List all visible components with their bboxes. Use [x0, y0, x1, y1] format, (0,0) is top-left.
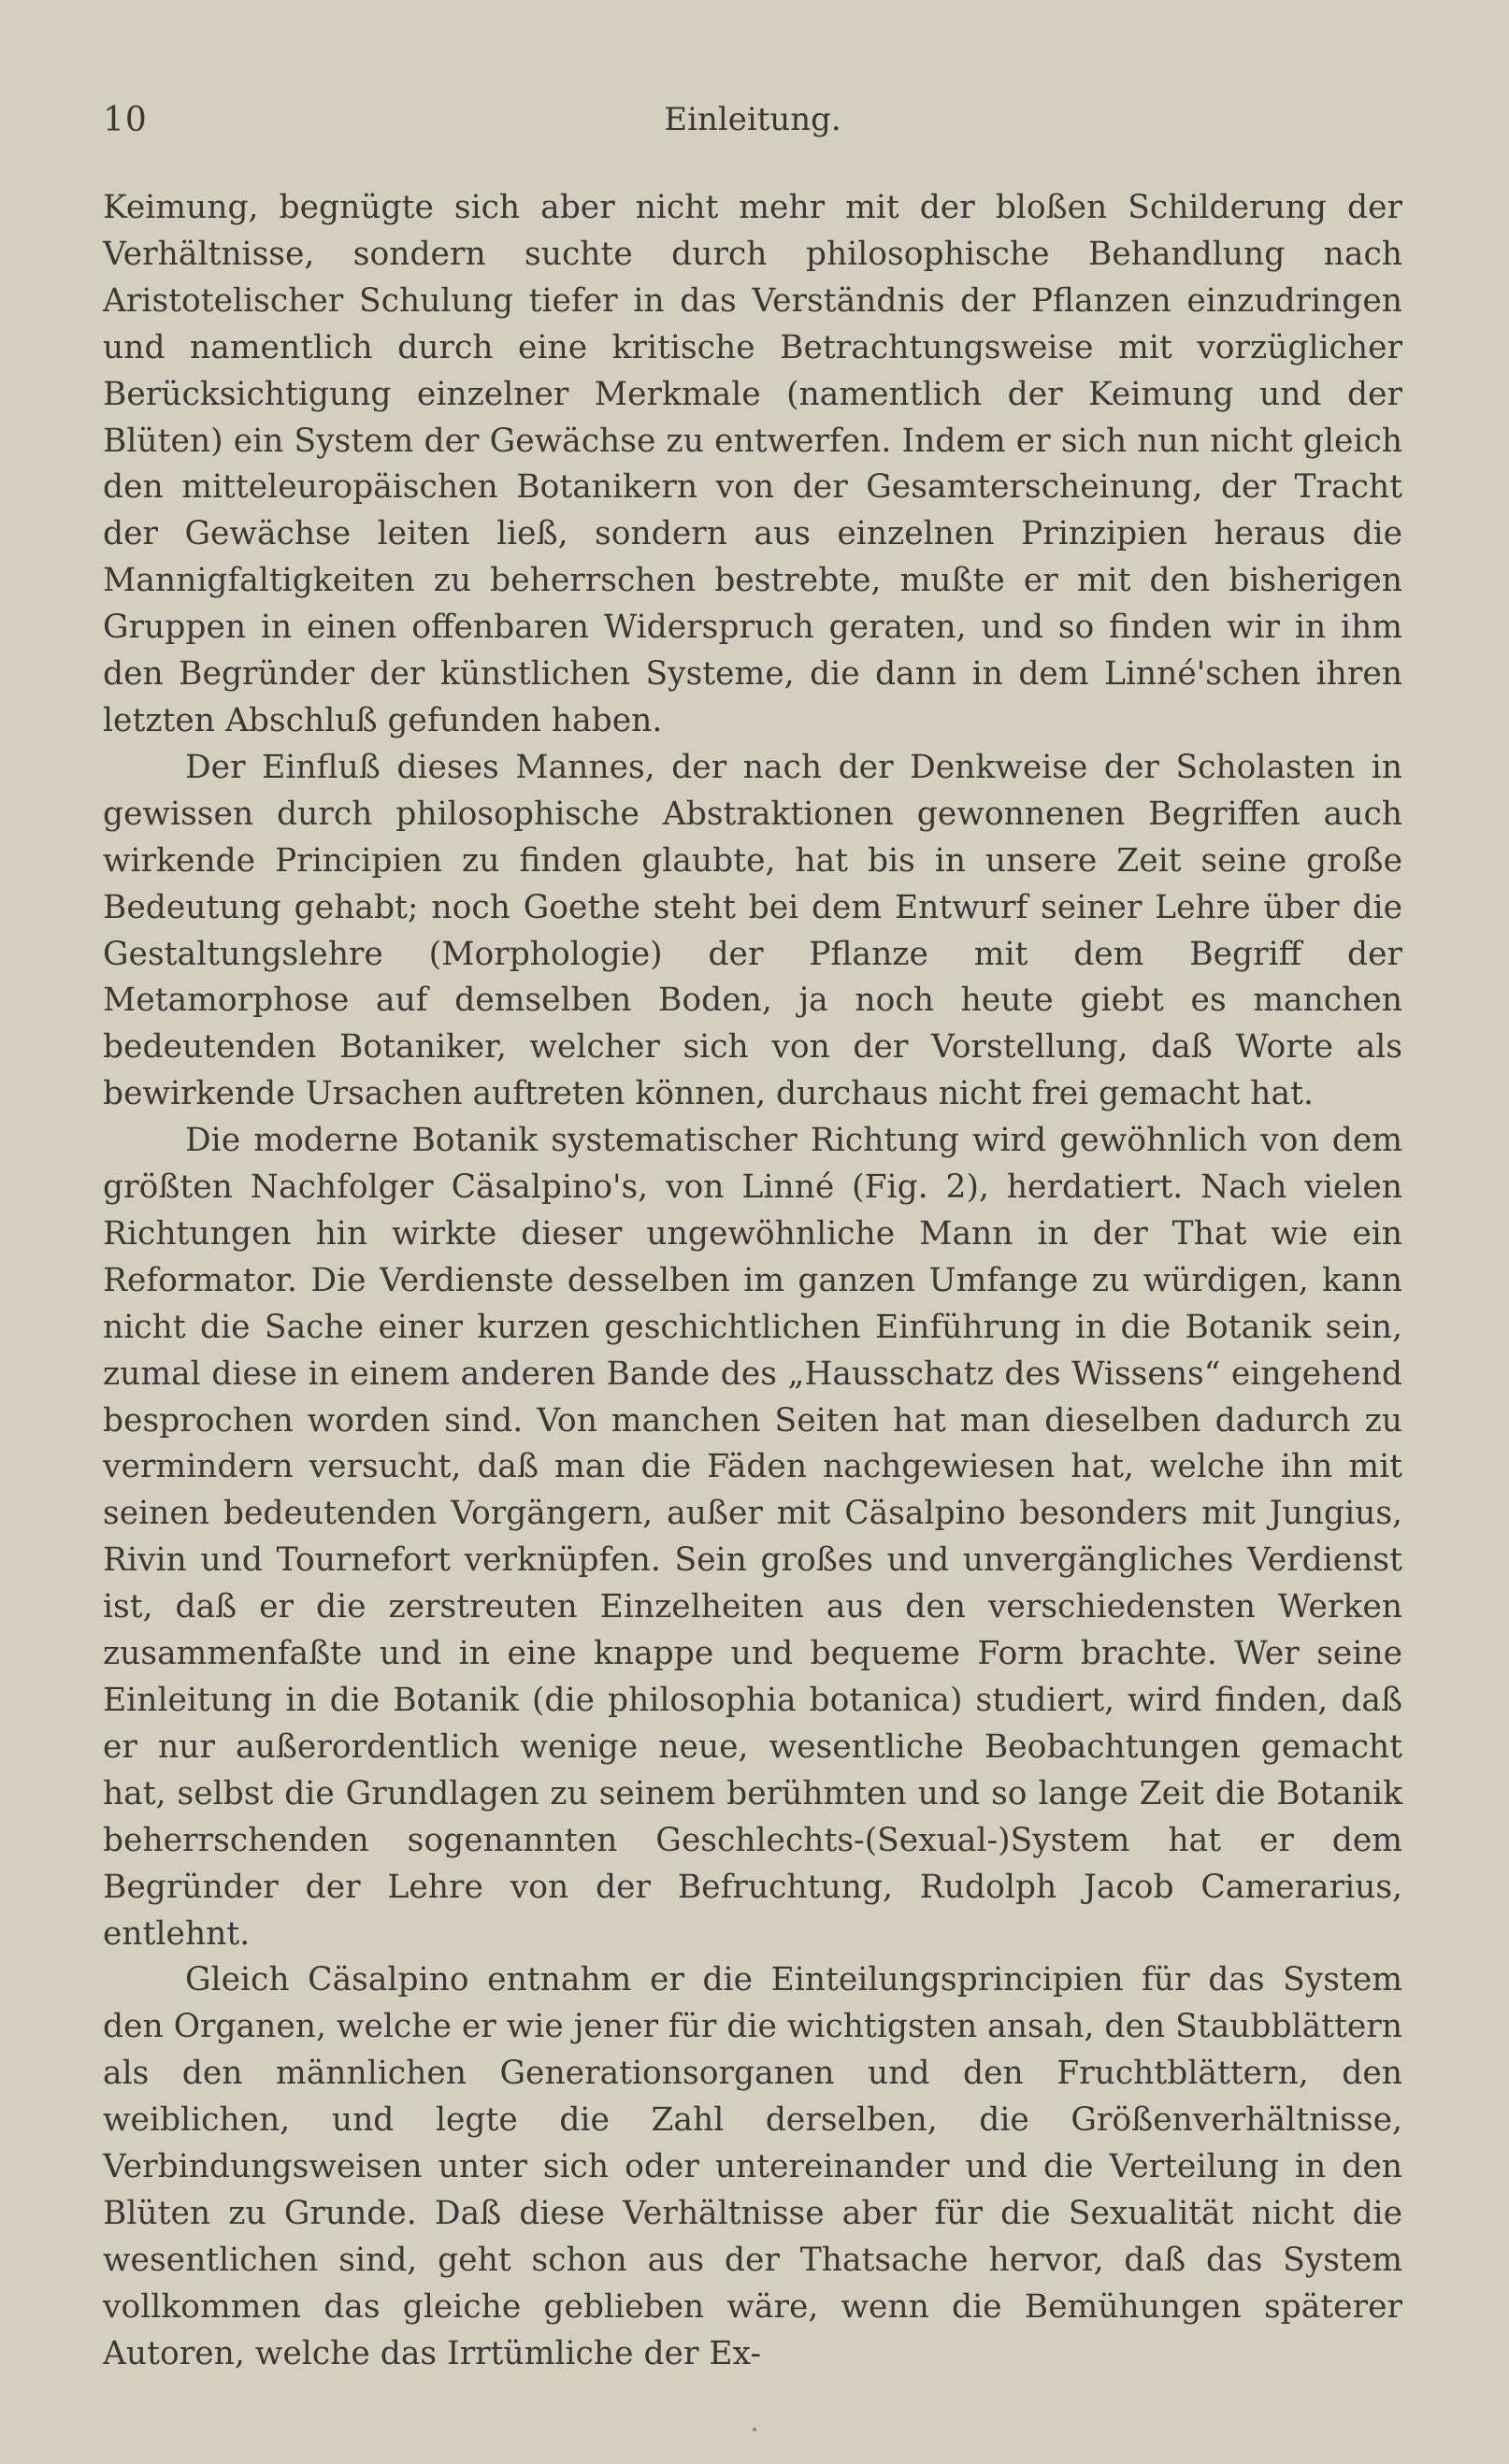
- paragraph: Der Einfluß dieses Mannes, der nach der Denkweise der Scholasten in gewissen durch philosophische Abstraktionen gewonnenen Begriffen auch wirkende Principien zu finden glaubte, hat bis in unsere Zeit seine große Bedeutung gehabt; noch Goethe steht bei dem Entwurf seiner Lehre über die Gestaltungslehre (Morphologie) der Pflanze mit dem Begriff der Metamorphose auf demselben Boden, ja noch heute giebt es manchen bedeutenden Botaniker, welcher sich von der Vorstellung, daß Worte als bewirkende Ursachen auftreten können, durchaus nicht frei gemacht hat.: [103, 748, 1402, 1113]
- running-title: Einleitung.: [664, 101, 841, 138]
- paragraph: Gleich Cäsalpino entnahm er die Einteilungsprincipien für das System den Organen, welche er wie jener für die wichtigsten ansah, den Staubblättern als den männlichen Generationsorganen und den Fruchtblättern, den weiblichen, und legte die Zahl derselben, die Größenverhältnisse, Verbindungsweisen unter sich oder untereinander und die Verteilung in den Blüten zu Grunde. Daß diese Verhältnisse aber für die Sexualität nicht die wesentlichen sind, geht schon aus der Thatsache hervor, daß das System vollkommen das gleiche geblieben wäre, wenn die Bemühungen späterer Autoren, welche das Irrtümliche der Ex-: [103, 1961, 1402, 2372]
- ink-speck: [753, 2428, 756, 2431]
- page-header: [103, 101, 1402, 148]
- body-text: [103, 185, 1402, 2378]
- paragraph: Keimung, begnügte sich aber nicht mehr mit der bloßen Schilderung der Verhältnisse, sondern suchte durch philosophische Behandlung nach Aristotelischer Schulung tiefer in das Verständnis der Pflanzen einzudringen und namentlich durch eine kritische Betrachtungsweise mit vorzüglicher Berücksichtigung einzelner Merkmale (namentlich der Keimung und der Blüten) ein System der Gewächse zu entwerfen. Indem er sich nun nicht gleich den mitteleuropäischen Botanikern von der Gesamterscheinung, der Tracht der Gewächse leiten ließ, sondern aus einzelnen Prinzipien heraus die Mannigfaltigkeiten zu beherrschen bestrebte, mußte er mit den bisherigen Gruppen in einen offenbaren Widerspruch geraten, und so finden wir in ihm den Begründer der künstlichen Systeme, die dann in dem Linné'schen ihren letzten Abschluß gefunden haben.: [103, 189, 1402, 739]
- page-number: 10: [103, 101, 148, 139]
- paragraph: Die moderne Botanik systematischer Richtung wird gewöhnlich von dem größten Nachfolger Cäsalpino's, von Linné (Fig. 2), herdatiert. Nach vielen Richtungen hin wirkte dieser ungewöhnliche Mann in der That wie ein Reformator. Die Verdienste desselben im ganzen Umfange zu würdigen, kann nicht die Sache einer kurzen geschichtlichen Einführung in die Botanik sein, zumal diese in einem anderen Bande des „Hausschatz des Wissens“ eingehend besprochen worden sind. Von manchen Seiten hat man dieselben dadurch zu vermindern versucht, daß man die Fäden nachgewiesen hat, welche ihn mit seinen bedeutenden Vorgängern, außer mit Cäsalpino besonders mit Jungius, Rivin und Tournefort verknüpfen. Sein großes und unvergängliches Verdienst ist, daß er die zerstreuten Einzelheiten aus den verschiedensten Werken zusammenfaßte und in eine knappe und bequeme Form brachte. Wer seine Einleitung in die Botanik (die philosophia botanica) studiert, wird finden, daß er nur außerordentlich wenige neue, wesentliche Beobachtungen gemacht hat, selbst die Grundlagen zu seinem berühmten und so lange Zeit die Botanik beherrschenden sogenannten Geschlechts-(Sexual-)System hat er dem Begründer der Lehre von der Befruchtung, Rudolph Jacob Camerarius, entlehnt.: [103, 1122, 1402, 1953]
